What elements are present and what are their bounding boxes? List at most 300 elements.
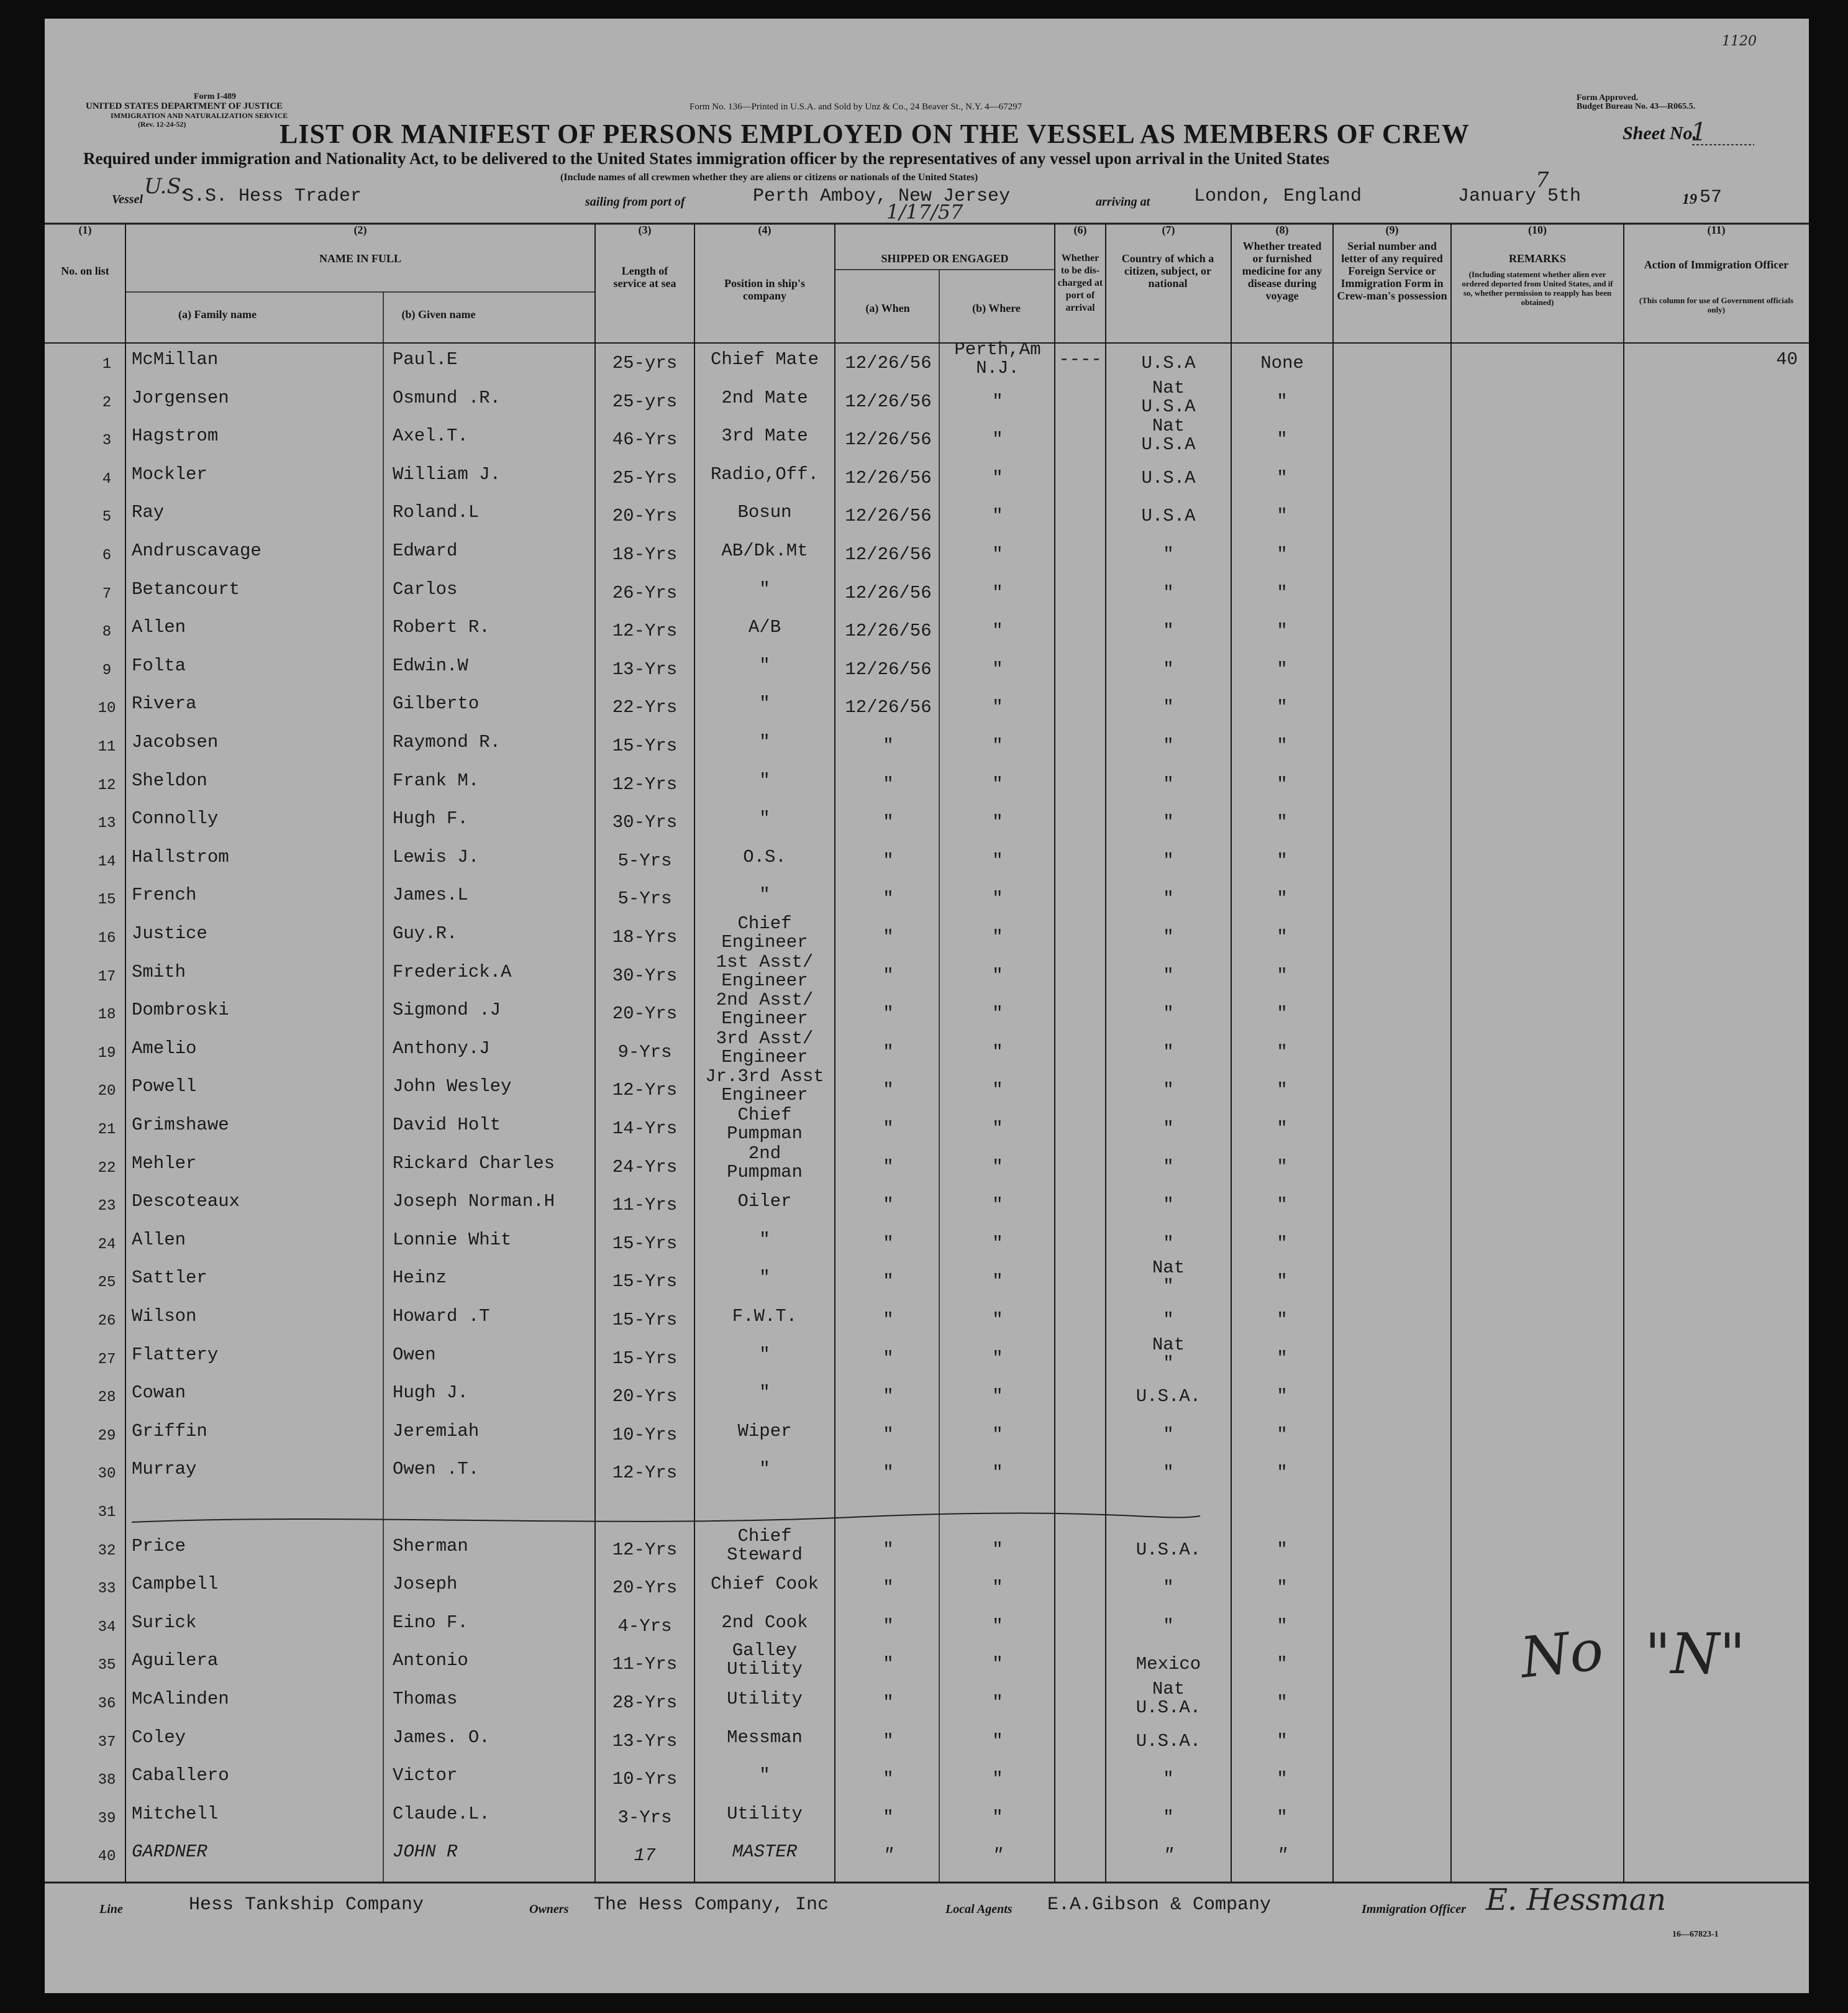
position: "	[759, 808, 770, 829]
row-number: 36	[98, 1696, 116, 1712]
family-name: Dombroski	[132, 1000, 229, 1021]
country: U.S.A	[1141, 506, 1196, 527]
service-length: 28-Yrs	[612, 1692, 678, 1713]
country: "	[1163, 1276, 1174, 1297]
service-length: 13-Yrs	[612, 659, 678, 680]
country: "	[1163, 659, 1174, 680]
vessel-name: S.S. Hess Trader	[183, 186, 362, 207]
medicine: "	[1277, 1271, 1288, 1292]
subtitle: Required under immigration and Nationality Act, to be delivered to the United States immigration officer by the representatives of any vessel upon arrival in the United States	[83, 149, 1330, 168]
country: "	[1163, 1080, 1174, 1101]
action-hand: "N"	[1645, 1622, 1746, 1687]
service-length: 25-Yrs	[612, 467, 678, 488]
shipped-where: "	[992, 467, 1003, 488]
shipped-when: "	[883, 1041, 894, 1062]
row-number: 23	[98, 1198, 116, 1215]
row-number: 8	[102, 624, 112, 641]
family-name: French	[132, 885, 197, 906]
medicine: "	[1277, 1310, 1288, 1330]
country: U.S.A.	[1136, 1539, 1201, 1560]
col-4-header: Position in ship's company	[724, 277, 806, 302]
position: Engineer	[721, 932, 808, 952]
position: "	[759, 693, 770, 714]
position-line-1: Jr.3rd Asst	[705, 1066, 824, 1087]
service-length: 20-Yrs	[612, 1386, 678, 1407]
shipped-where: "	[992, 506, 1003, 527]
medicine: "	[1277, 850, 1288, 871]
shipped-when: "	[883, 1003, 894, 1025]
line-value: Hess Tankship Company	[189, 1894, 424, 1915]
given-name: Joseph Norman.H	[393, 1191, 555, 1212]
shipped-where: "	[992, 1807, 1003, 1828]
shipped-when: "	[883, 1424, 894, 1445]
row-number: 4	[102, 470, 112, 488]
shipped-where-line-1: Perth,Am	[954, 339, 1041, 360]
country: U.S.A	[1141, 396, 1196, 417]
medicine: "	[1277, 467, 1288, 488]
country: "	[1163, 965, 1174, 986]
shipped-when: "	[883, 850, 894, 871]
row-number: 21	[98, 1121, 116, 1138]
sheet-label: Sheet No.	[1623, 123, 1697, 144]
shipped-when: "	[883, 1271, 894, 1292]
shipped-when: "	[883, 1348, 894, 1369]
shipped-when: 12/26/56	[845, 659, 932, 680]
medicine: "	[1277, 429, 1288, 450]
position-line-1: Chief	[737, 913, 792, 934]
medicine: "	[1277, 812, 1288, 833]
col-8-number: (8)	[1275, 224, 1289, 236]
shipped-when: "	[883, 1463, 894, 1484]
position: Chief Cook	[710, 1574, 819, 1595]
shipped-where: "	[992, 391, 1003, 412]
service-length: 15-Yrs	[612, 1271, 678, 1292]
service-name: IMMIGRATION AND NATURALIZATION SERVICE	[111, 111, 288, 120]
family-name: Sattler	[132, 1267, 207, 1289]
family-name: Allen	[132, 617, 186, 638]
row-number: 30	[98, 1466, 116, 1483]
position: "	[759, 770, 770, 791]
given-name: Guy.R.	[393, 923, 458, 944]
owners-value: The Hess Company, Inc	[594, 1894, 829, 1915]
row-number: 16	[98, 930, 116, 947]
family-name: Flattery	[132, 1344, 219, 1365]
service-length: 15-Yrs	[612, 1310, 678, 1330]
given-name: Frank M.	[393, 770, 480, 791]
position: Radio,Off.	[710, 463, 819, 485]
crew-note: (Include names of all crewmen whether they are aliens or citizens or nationals of the United States)	[560, 172, 978, 183]
country: "	[1163, 1845, 1174, 1866]
service-length: 13-Yrs	[612, 1730, 678, 1751]
country: "	[1163, 1195, 1174, 1216]
sheet-number: 1	[1691, 118, 1707, 147]
shipped-where: "	[992, 1156, 1003, 1177]
footer-code: 16—67823-1	[1672, 1930, 1719, 1939]
position: "	[759, 1267, 770, 1289]
medicine: "	[1277, 1233, 1288, 1254]
family-name: Connolly	[132, 808, 219, 829]
row-number: 19	[98, 1044, 116, 1062]
shipped-where: "	[992, 1003, 1003, 1025]
medicine: "	[1277, 1807, 1288, 1828]
service-length: 15-Yrs	[612, 736, 678, 756]
country: "	[1163, 736, 1174, 756]
row-number: 34	[98, 1618, 116, 1636]
family-name: Aguilera	[132, 1650, 219, 1671]
owners-label: Owners	[529, 1902, 569, 1916]
family-name: Murray	[132, 1459, 197, 1480]
country: "	[1163, 1463, 1174, 1484]
position: A/B	[748, 617, 781, 638]
country: U.S.A	[1141, 467, 1196, 488]
col-7-number: (7)	[1162, 224, 1175, 236]
position: Steward	[727, 1544, 803, 1565]
family-name: Rivera	[132, 693, 197, 714]
position: "	[759, 1344, 770, 1365]
medicine: "	[1277, 736, 1288, 756]
shipped-where: "	[992, 927, 1003, 947]
position: F.W.T.	[732, 1306, 798, 1326]
service-length: 10-Yrs	[612, 1769, 678, 1790]
service-length: 25-yrs	[612, 391, 678, 412]
service-length: 26-Yrs	[612, 582, 678, 603]
shipped-where: "	[992, 697, 1003, 718]
medicine: "	[1277, 1577, 1288, 1599]
row-number: 2	[102, 394, 112, 411]
row-number: 5	[102, 509, 112, 526]
shipped-where: "	[992, 1463, 1003, 1484]
medicine: "	[1277, 1769, 1288, 1790]
shipped-where: "	[992, 621, 1003, 642]
family-name: Price	[132, 1535, 186, 1556]
family-name: Wilson	[132, 1306, 197, 1326]
shipped-where: "	[992, 1654, 1003, 1675]
agents-value: E.A.Gibson & Company	[1047, 1894, 1272, 1915]
shipped-when: "	[883, 927, 894, 947]
country: U.S.A.	[1136, 1386, 1201, 1407]
position: Engineer	[721, 970, 808, 991]
shipped-where: "	[992, 774, 1003, 795]
row-number: 25	[98, 1274, 116, 1292]
medicine: "	[1277, 1386, 1288, 1407]
service-length: 12-Yrs	[612, 1463, 678, 1484]
medicine: None	[1260, 353, 1304, 373]
service-length: 4-Yrs	[617, 1615, 672, 1636]
country: "	[1163, 1807, 1174, 1828]
position: Pumpman	[727, 1123, 803, 1144]
country: "	[1163, 1310, 1174, 1330]
position: Engineer	[721, 1085, 808, 1106]
service-length: 18-Yrs	[612, 927, 678, 947]
country: "	[1163, 850, 1174, 871]
medicine: "	[1277, 1463, 1288, 1484]
remarks-hand: No	[1517, 1617, 1607, 1691]
shipped-where: "	[992, 1845, 1003, 1866]
position-line-1: 2nd	[748, 1143, 781, 1164]
col-10-header: REMARKS	[1508, 252, 1566, 265]
row-number: 27	[98, 1351, 116, 1368]
medicine: "	[1277, 1424, 1288, 1445]
position: "	[759, 1229, 770, 1250]
country: U.S.A.	[1136, 1730, 1201, 1751]
country: "	[1163, 1233, 1174, 1254]
shipped-when: "	[883, 1692, 894, 1713]
shipped-when: 12/26/56	[845, 391, 932, 412]
medicine: "	[1277, 1730, 1288, 1751]
service-length: 15-Yrs	[612, 1233, 678, 1254]
arrival-date: January 5th	[1458, 186, 1582, 207]
row-number: 35	[98, 1657, 116, 1674]
medicine: "	[1277, 1041, 1288, 1062]
country-line-1: Nat	[1152, 416, 1185, 437]
row-number: 10	[98, 700, 116, 718]
position-line-1: 2nd Asst/	[716, 990, 814, 1011]
country: "	[1163, 927, 1174, 947]
service-length: 17	[634, 1845, 656, 1866]
shipped-where: "	[992, 1769, 1003, 1790]
service-length: 20-Yrs	[612, 1003, 678, 1025]
country: "	[1163, 774, 1174, 795]
position: 2nd Mate	[721, 387, 808, 408]
service-length: 30-Yrs	[612, 812, 678, 833]
medicine: "	[1277, 1348, 1288, 1369]
country: "	[1163, 812, 1174, 833]
service-length: 20-Yrs	[612, 1577, 678, 1599]
country: U.S.A	[1141, 353, 1196, 373]
given-name: Rickard Charles	[393, 1153, 555, 1174]
family-name: Amelio	[132, 1038, 197, 1059]
shipped-when: "	[883, 1615, 894, 1636]
row-number: 32	[98, 1542, 116, 1559]
position: Pumpman	[727, 1161, 803, 1182]
given-name: David Holt	[393, 1115, 501, 1135]
service-length: 10-Yrs	[612, 1424, 678, 1445]
given-name: Gilberto	[393, 693, 480, 714]
medicine: "	[1277, 1195, 1288, 1216]
given-name: Sherman	[393, 1535, 468, 1556]
family-name: Ray	[132, 502, 165, 523]
position: Utility	[727, 1659, 803, 1680]
shipped-when: "	[883, 888, 894, 910]
position: "	[759, 578, 770, 600]
corner-mark: 1120	[1722, 34, 1757, 49]
service-length: 12-Yrs	[612, 621, 678, 642]
service-length: 9-Yrs	[617, 1041, 672, 1062]
shipped-when: 12/26/56	[845, 467, 932, 488]
medicine: "	[1277, 1845, 1288, 1866]
shipped-when: "	[883, 812, 894, 833]
medicine: "	[1277, 1615, 1288, 1636]
shipped-when: "	[883, 965, 894, 986]
medicine: "	[1277, 1080, 1288, 1101]
country: "	[1163, 1353, 1174, 1374]
position: AB/Dk.Mt	[721, 541, 808, 561]
shipped-when: "	[883, 1845, 894, 1866]
col-10-number: (10)	[1528, 224, 1547, 236]
medicine: "	[1277, 621, 1288, 642]
country: "	[1163, 1577, 1174, 1599]
row-number: 29	[98, 1427, 116, 1445]
medicine: "	[1277, 888, 1288, 910]
shipped-when: "	[883, 736, 894, 756]
family-name: Jorgensen	[132, 387, 229, 408]
position: Messman	[727, 1727, 803, 1748]
country: "	[1163, 1615, 1174, 1636]
shipped-where: "	[992, 544, 1003, 565]
year-prefix: 19	[1682, 191, 1697, 208]
medicine: "	[1277, 659, 1288, 680]
col-2-header: NAME IN FULL	[319, 252, 401, 265]
row-number: 17	[98, 968, 116, 985]
service-length: 12-Yrs	[612, 1080, 678, 1101]
shipped-when: "	[883, 1386, 894, 1407]
shipped-where: "	[992, 1577, 1003, 1599]
family-name: Coley	[132, 1727, 186, 1748]
country: "	[1163, 1424, 1174, 1445]
given-name: Robert R.	[393, 617, 490, 638]
shipped-where: "	[992, 659, 1003, 680]
family-name: GARDNER	[132, 1842, 207, 1863]
position: Utility	[727, 1803, 803, 1824]
shipped-when: "	[883, 1156, 894, 1177]
family-name: McMillan	[132, 349, 219, 370]
given-name: Howard .T	[393, 1306, 490, 1326]
position: O.S.	[743, 846, 786, 867]
position-line-1: Chief	[737, 1525, 792, 1546]
family-name: Griffin	[132, 1420, 207, 1441]
col-2b-header: (b) Given name	[401, 308, 476, 321]
position: Oiler	[737, 1191, 792, 1212]
shipped-where: "	[992, 1730, 1003, 1751]
country-line-1: Nat	[1152, 1258, 1185, 1279]
position-line-1: Galley	[732, 1640, 798, 1661]
service-length: 14-Yrs	[612, 1118, 678, 1139]
medicine: "	[1277, 506, 1288, 527]
given-name: Hugh J.	[393, 1382, 468, 1404]
col-4-number: (4)	[758, 224, 772, 236]
row-number: 24	[98, 1236, 116, 1253]
shipped-where: "	[992, 1118, 1003, 1139]
medicine: "	[1277, 1156, 1288, 1177]
given-name: John Wesley	[393, 1076, 512, 1097]
form-revision: (Rev. 12-24-52)	[138, 120, 186, 129]
service-length: 3-Yrs	[617, 1807, 672, 1828]
row-number: 31	[98, 1504, 116, 1521]
service-length: 20-Yrs	[612, 506, 678, 527]
col-10-note: (Including statement whether alien ever ordered deported from United States, and if so, whether permission to reapply has been obtained)	[1462, 270, 1613, 307]
country-line-1: Nat	[1152, 377, 1185, 398]
position: Engineer	[721, 1046, 808, 1067]
sailing-from: Perth Amboy, New Jersey	[753, 186, 1011, 207]
shipped-where: "	[992, 1271, 1003, 1292]
country: "	[1163, 544, 1174, 565]
row-number: 38	[98, 1772, 116, 1789]
row-number: 15	[98, 892, 116, 909]
family-name: Smith	[132, 961, 186, 982]
vessel-prefix-hand: U.S.	[144, 174, 188, 199]
shipped-when: 12/26/56	[845, 582, 932, 603]
country-line-1: Nat	[1152, 1334, 1185, 1355]
country: U.S.A.	[1136, 1697, 1201, 1718]
family-name: Folta	[132, 655, 186, 676]
col-2a-header: (a) Family name	[178, 308, 257, 321]
family-name: Mockler	[132, 463, 207, 485]
page-title: LIST OR MANIFEST OF PERSONS EMPLOYED ON THE VESSEL AS MEMBERS OF CREW	[280, 119, 1470, 149]
row-number: 20	[98, 1083, 116, 1100]
country: "	[1163, 1003, 1174, 1025]
family-name: Cowan	[132, 1382, 186, 1404]
shipped-when: "	[883, 1769, 894, 1790]
country: "	[1163, 582, 1174, 603]
shipped-where: "	[992, 1539, 1003, 1560]
given-name: Owen	[393, 1344, 436, 1365]
medicine: "	[1277, 965, 1288, 986]
col-1-header: No. on list	[61, 265, 109, 277]
col-3-header: Length of service at sea	[613, 265, 676, 290]
family-name: Hallstrom	[132, 846, 229, 867]
col-2-number: (2)	[353, 224, 367, 236]
col-6-number: (6)	[1073, 224, 1087, 236]
shipped-where: "	[992, 1195, 1003, 1216]
medicine: "	[1277, 774, 1288, 795]
sailing-label: sailing from port of	[585, 195, 685, 209]
family-name: Surick	[132, 1612, 197, 1633]
family-name: Betancourt	[132, 578, 240, 600]
col-11-number: (11)	[1707, 224, 1726, 236]
medicine: "	[1277, 582, 1288, 603]
row-number: 13	[98, 815, 116, 833]
shipped-where: "	[992, 1615, 1003, 1636]
shipped-where: "	[992, 736, 1003, 756]
given-name: Frederick.A	[393, 961, 512, 982]
budget-bureau: Budget Bureau No. 43—R065.5.	[1577, 102, 1696, 111]
shipped-when: "	[883, 1080, 894, 1101]
given-name: James. O.	[393, 1727, 490, 1748]
shipped-when: 12/26/56	[845, 429, 932, 450]
col-6-header: Whether to be dis-charged at port of arrival	[1057, 253, 1103, 313]
family-name: Allen	[132, 1229, 186, 1250]
row-number: 26	[98, 1313, 116, 1330]
position: Bosun	[737, 502, 792, 523]
given-name: Hugh F.	[393, 808, 468, 829]
family-name: Justice	[132, 923, 207, 944]
country: "	[1163, 888, 1174, 910]
arriving-label: arriving at	[1096, 195, 1150, 209]
medicine: "	[1277, 927, 1288, 947]
country-line-1: Nat	[1152, 1679, 1185, 1699]
agents-label: Local Agents	[945, 1902, 1013, 1916]
shipped-where: "	[992, 850, 1003, 871]
medicine: "	[1277, 1539, 1288, 1560]
row-number: 9	[102, 662, 112, 679]
shipped-when: "	[883, 1310, 894, 1330]
family-name: Descoteaux	[132, 1191, 240, 1212]
position: Utility	[727, 1689, 803, 1709]
given-name: Sigmond .J	[393, 1000, 501, 1021]
shipped-where: "	[992, 1348, 1003, 1369]
service-length: 11-Yrs	[612, 1654, 678, 1675]
shipped-where: "	[992, 812, 1003, 833]
given-name: Eino F.	[393, 1612, 468, 1633]
service-length: 12-Yrs	[612, 774, 678, 795]
given-name: Edwin.W	[393, 655, 468, 676]
shipped-where: "	[992, 1041, 1003, 1062]
row-number: 18	[98, 1007, 116, 1024]
position: "	[759, 885, 770, 906]
family-name: McAlinden	[132, 1689, 229, 1709]
medicine: "	[1277, 544, 1288, 565]
family-name: Grimshawe	[132, 1115, 229, 1135]
